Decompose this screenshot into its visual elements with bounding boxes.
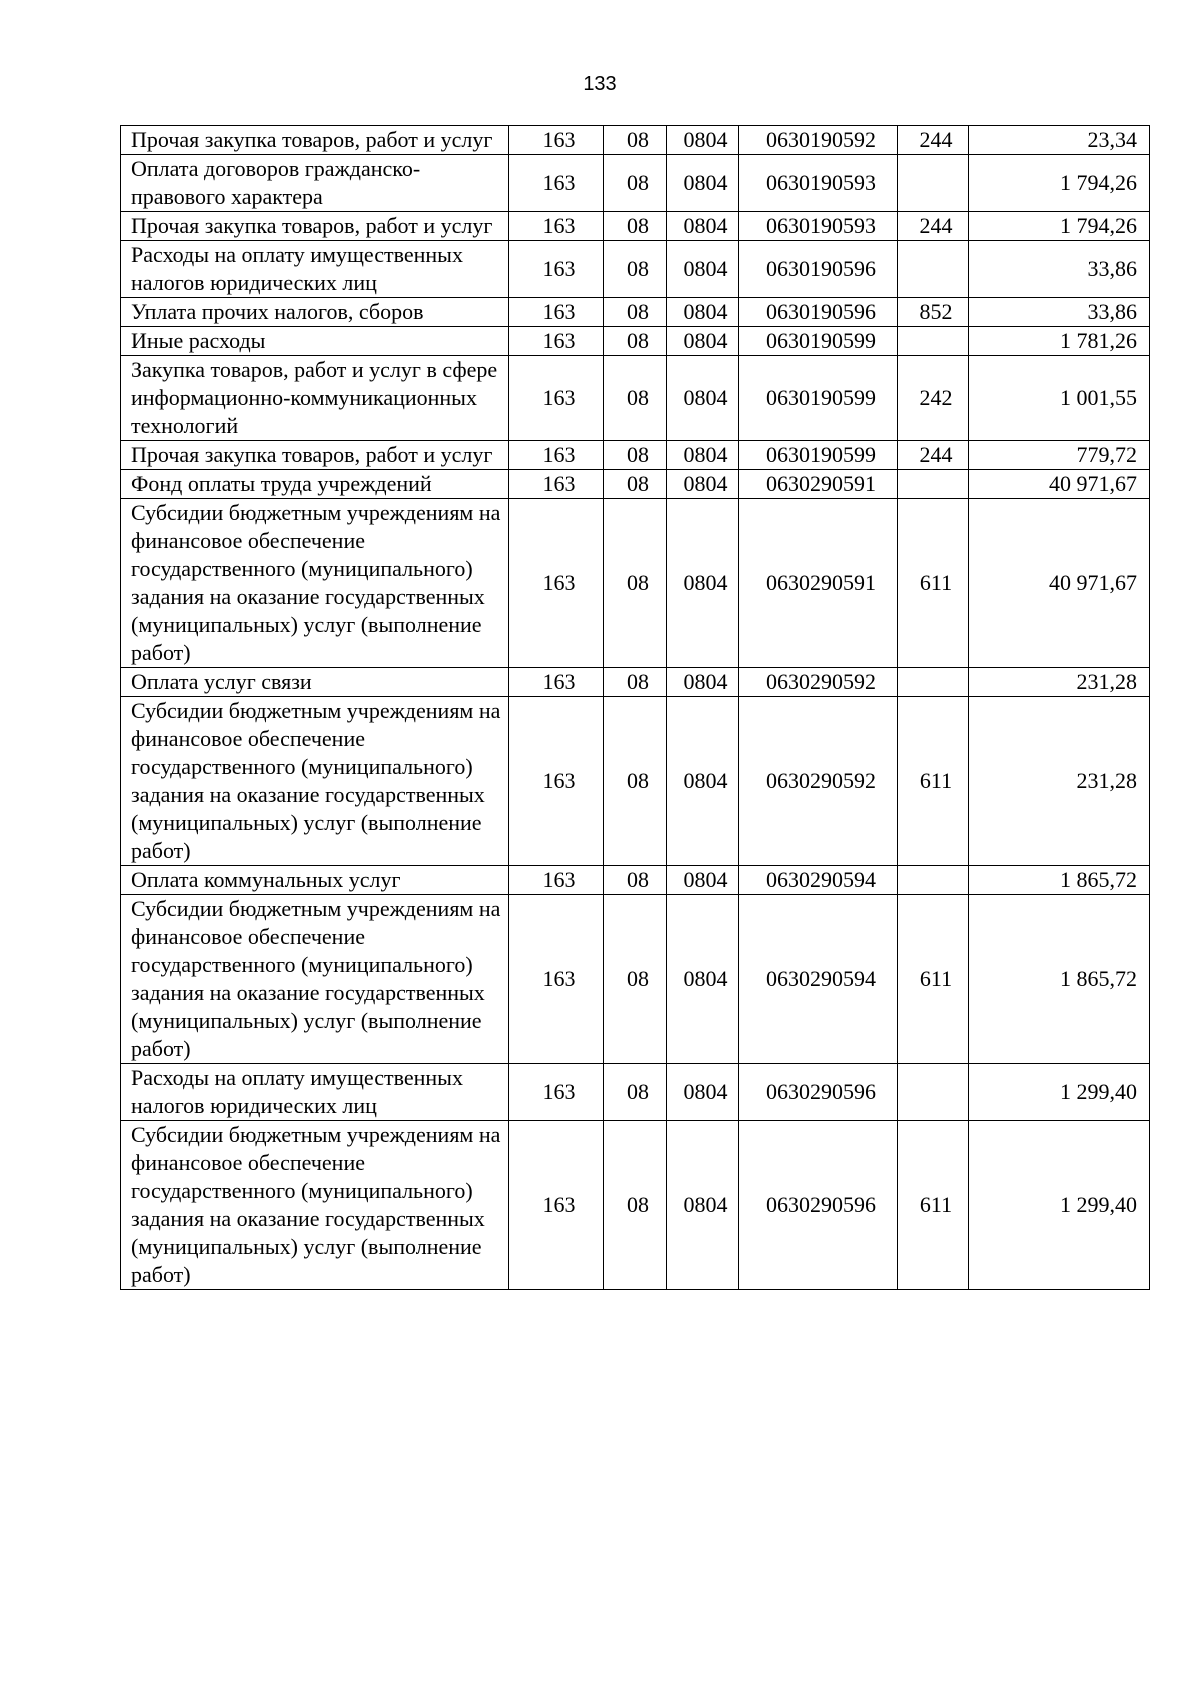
ministry-code: 163 — [509, 1064, 604, 1121]
target-article-code: 0630190599 — [739, 327, 898, 356]
expense-type-code: 244 — [898, 441, 969, 470]
amount: 779,72 — [969, 441, 1150, 470]
amount: 40 971,67 — [969, 499, 1150, 668]
ministry-code: 163 — [509, 866, 604, 895]
expense-type-code — [898, 241, 969, 298]
table-row — [121, 1064, 1150, 1121]
subsection-code: 0804 — [667, 866, 739, 895]
table-row — [121, 241, 1150, 298]
ministry-code: 163 — [509, 212, 604, 241]
expense-type-code: 244 — [898, 212, 969, 241]
amount: 40 971,67 — [969, 470, 1150, 499]
ministry-code: 163 — [509, 241, 604, 298]
expense-type-code — [898, 1064, 969, 1121]
amount: 1 781,26 — [969, 327, 1150, 356]
expense-name: Расходы на оплату имущественных налогов юридических лиц — [121, 241, 509, 298]
target-article-code: 0630190592 — [739, 126, 898, 155]
expense-type-code: 611 — [898, 499, 969, 668]
expense-type-code: 852 — [898, 298, 969, 327]
target-article-code: 0630190593 — [739, 212, 898, 241]
expense-name: Уплата прочих налогов, сборов — [121, 298, 509, 327]
ministry-code: 163 — [509, 470, 604, 499]
expense-name: Прочая закупка товаров, работ и услуг — [121, 126, 509, 155]
target-article-code: 0630290591 — [739, 499, 898, 668]
amount: 1 865,72 — [969, 866, 1150, 895]
budget-table-body — [121, 126, 1150, 1290]
expense-name: Иные расходы — [121, 327, 509, 356]
subsection-code: 0804 — [667, 470, 739, 499]
expense-name: Фонд оплаты труда учреждений — [121, 470, 509, 499]
section-code: 08 — [604, 499, 667, 668]
expense-type-code: 244 — [898, 126, 969, 155]
subsection-code: 0804 — [667, 668, 739, 697]
table-row — [121, 1121, 1150, 1290]
ministry-code: 163 — [509, 356, 604, 441]
ministry-code: 163 — [509, 441, 604, 470]
ministry-code: 163 — [509, 126, 604, 155]
expense-type-code — [898, 470, 969, 499]
section-code: 08 — [604, 697, 667, 866]
ministry-code: 163 — [509, 697, 604, 866]
section-code: 08 — [604, 327, 667, 356]
section-code: 08 — [604, 298, 667, 327]
subsection-code: 0804 — [667, 356, 739, 441]
budget-table — [120, 125, 1150, 1290]
expense-type-code — [898, 327, 969, 356]
subsection-code: 0804 — [667, 1064, 739, 1121]
amount: 1 794,26 — [969, 212, 1150, 241]
table-row — [121, 470, 1150, 499]
table-row — [121, 155, 1150, 212]
expense-name: Оплата коммунальных услуг — [121, 866, 509, 895]
section-code: 08 — [604, 1121, 667, 1290]
table-row — [121, 866, 1150, 895]
expense-type-code — [898, 668, 969, 697]
amount: 33,86 — [969, 241, 1150, 298]
ministry-code: 163 — [509, 327, 604, 356]
subsection-code: 0804 — [667, 327, 739, 356]
table-row — [121, 327, 1150, 356]
ministry-code: 163 — [509, 895, 604, 1064]
expense-type-code: 611 — [898, 697, 969, 866]
ministry-code: 163 — [509, 298, 604, 327]
subsection-code: 0804 — [667, 241, 739, 298]
amount: 1 794,26 — [969, 155, 1150, 212]
target-article-code: 0630290596 — [739, 1121, 898, 1290]
subsection-code: 0804 — [667, 155, 739, 212]
subsection-code: 0804 — [667, 441, 739, 470]
target-article-code: 0630190596 — [739, 298, 898, 327]
subsection-code: 0804 — [667, 212, 739, 241]
expense-name: Субсидии бюджетным учреждениям на финансовое обеспечение государственного (муниципального) задания на оказание государственных (муниципальных) услуг (выполнение работ) — [121, 895, 509, 1064]
ministry-code: 163 — [509, 155, 604, 212]
section-code: 08 — [604, 895, 667, 1064]
target-article-code: 0630290592 — [739, 697, 898, 866]
section-code: 08 — [604, 668, 667, 697]
amount: 1 299,40 — [969, 1064, 1150, 1121]
expense-type-code — [898, 155, 969, 212]
amount: 33,86 — [969, 298, 1150, 327]
table-row — [121, 212, 1150, 241]
expense-name: Оплата услуг связи — [121, 668, 509, 697]
section-code: 08 — [604, 356, 667, 441]
expense-type-code — [898, 866, 969, 895]
target-article-code: 0630290592 — [739, 668, 898, 697]
amount: 1 001,55 — [969, 356, 1150, 441]
table-row — [121, 697, 1150, 866]
expense-name: Субсидии бюджетным учреждениям на финансовое обеспечение государственного (муниципального) задания на оказание государственных (муниципальных) услуг (выполнение работ) — [121, 1121, 509, 1290]
expense-type-code: 611 — [898, 1121, 969, 1290]
section-code: 08 — [604, 212, 667, 241]
subsection-code: 0804 — [667, 298, 739, 327]
expense-name: Прочая закупка товаров, работ и услуг — [121, 441, 509, 470]
ministry-code: 163 — [509, 668, 604, 697]
subsection-code: 0804 — [667, 499, 739, 668]
table-row — [121, 441, 1150, 470]
target-article-code: 0630190599 — [739, 441, 898, 470]
expense-name: Субсидии бюджетным учреждениям на финансовое обеспечение государственного (муниципального) задания на оказание государственных (муниципальных) услуг (выполнение работ) — [121, 499, 509, 668]
target-article-code: 0630290594 — [739, 866, 898, 895]
expense-name: Закупка товаров, работ и услуг в сфере информационно-коммуникационных технологий — [121, 356, 509, 441]
amount: 231,28 — [969, 697, 1150, 866]
expense-name: Расходы на оплату имущественных налогов юридических лиц — [121, 1064, 509, 1121]
subsection-code: 0804 — [667, 126, 739, 155]
amount: 231,28 — [969, 668, 1150, 697]
section-code: 08 — [604, 470, 667, 499]
target-article-code: 0630290594 — [739, 895, 898, 1064]
target-article-code: 0630290596 — [739, 1064, 898, 1121]
expense-name: Оплата договоров гражданско-правового характера — [121, 155, 509, 212]
subsection-code: 0804 — [667, 895, 739, 1064]
target-article-code: 0630190596 — [739, 241, 898, 298]
ministry-code: 163 — [509, 499, 604, 668]
subsection-code: 0804 — [667, 1121, 739, 1290]
target-article-code: 0630190593 — [739, 155, 898, 212]
page-number: 133 — [583, 73, 617, 95]
table-row — [121, 668, 1150, 697]
table-row — [121, 298, 1150, 327]
section-code: 08 — [604, 866, 667, 895]
target-article-code: 0630190599 — [739, 356, 898, 441]
amount: 1 299,40 — [969, 1121, 1150, 1290]
amount: 23,34 — [969, 126, 1150, 155]
section-code: 08 — [604, 1064, 667, 1121]
table-row — [121, 895, 1150, 1064]
section-code: 08 — [604, 155, 667, 212]
table-row — [121, 356, 1150, 441]
section-code: 08 — [604, 441, 667, 470]
table-row — [121, 499, 1150, 668]
expense-name: Субсидии бюджетным учреждениям на финансовое обеспечение государственного (муниципального) задания на оказание государственных (муниципальных) услуг (выполнение работ) — [121, 697, 509, 866]
section-code: 08 — [604, 241, 667, 298]
section-code: 08 — [604, 126, 667, 155]
expense-type-code: 242 — [898, 356, 969, 441]
target-article-code: 0630290591 — [739, 470, 898, 499]
table-row — [121, 126, 1150, 155]
expense-name: Прочая закупка товаров, работ и услуг — [121, 212, 509, 241]
expense-type-code: 611 — [898, 895, 969, 1064]
amount: 1 865,72 — [969, 895, 1150, 1064]
subsection-code: 0804 — [667, 697, 739, 866]
ministry-code: 163 — [509, 1121, 604, 1290]
